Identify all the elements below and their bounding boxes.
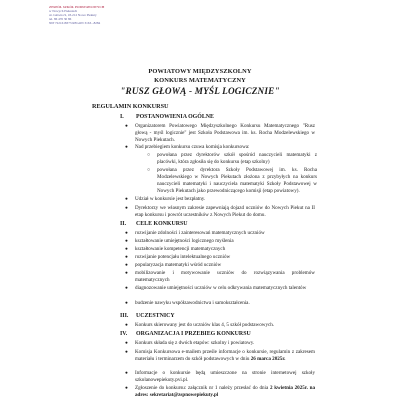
sub-list-item-text: powołana przez dyrektora Szkoły Podstawowej im. ks. Rocha Modzelewskiego w Nowych Piekutach złożona z przybyłych na konkurs nauczycieli matematyki i nauczyciela matematyki Szkoły Podstawowej w Nowych Piekutach jako przewodniczącego komisji (etap powiatowy). (157, 167, 317, 194)
bullet-icon: ● (125, 301, 128, 306)
list-item-text: rozwijanie potencjału intelektualnego uczniów (135, 254, 231, 260)
bullet-icon: ● (125, 231, 128, 236)
list-item (125, 262, 315, 269)
list-item-text: Nad przebiegiem konkursu czuwa komisja konkursowa: (135, 144, 250, 150)
list-item (125, 349, 315, 363)
list-item-text: diagnozowanie umiejętności uczniów w celu odkrywania matematycznych talentów (135, 285, 307, 291)
list-item-text: kształtowanie kompetencji matematycznych (135, 246, 226, 252)
circle-bullet-icon: ○ (147, 168, 151, 173)
list-item (125, 230, 315, 237)
sub-list-item (147, 152, 317, 166)
list-item (125, 300, 315, 307)
list-item-text: rozwijanie zdolności i zainteresowań matematycznych uczniów (135, 230, 265, 236)
list-item-text: Zgłoszenie do konkursu: załącznik nr 1 należy przesłać do dnia (135, 385, 269, 391)
sub-list-item-text: powołana przez dyrektorów szkół spośród nauczycieli matematyki z placówki, która zgłosiła się do konkursu (etap szkolny) (157, 152, 317, 165)
bullet-icon: ● (125, 124, 128, 129)
list-item (125, 238, 315, 245)
regulamin-title: REGULAMIN KONKURSU (92, 103, 169, 110)
section-title: POSTANOWIENIA OGÓLNE (136, 114, 214, 120)
document-title: "RUSZ GŁOWĄ - MYŚL LOGICZNIE" (120, 86, 280, 96)
list-item (125, 144, 315, 151)
deadline-date: 2 kwietnia 2025r. na adres: sekretariat@zspnowepiekuty.pl (135, 385, 315, 398)
list-item (125, 270, 315, 284)
list-item (125, 285, 315, 292)
section-title: UCZESTNICY (136, 313, 175, 319)
header-line-1: POWIATOWY MIĘDZYSZKOLNY (148, 68, 252, 75)
stamp-line: ZESPÓŁ SZKÓŁ PODSTAWOWYCH (49, 5, 105, 9)
list-item (125, 246, 315, 253)
list-item (125, 385, 315, 399)
list-item-text: Konkurs skierowany jest do uczniów klas 4, 5 szkół podstawowych. (135, 322, 275, 328)
bullet-icon: ● (125, 239, 128, 244)
section-number: II. (120, 221, 127, 227)
bullet-icon: ● (125, 145, 128, 150)
bullet-icon: ● (125, 341, 128, 346)
section-number: IV. (120, 331, 128, 337)
stamp-line: w Nowych Piekutach (49, 9, 78, 14)
circle-bullet-icon: ○ (147, 153, 151, 158)
list-item-text: mobilizowanie i motywowanie uczniów do rozwiązywania problemów matematycznych (135, 270, 315, 283)
header-line-2: KONKURS MATEMATYCZNY (154, 77, 246, 84)
list-item-text: popularyzacja matematyki wśród uczniów (135, 262, 222, 268)
list-item-text: Organizatorem Powiatowego Międzyszkolnego Konkursu Matematycznego "Rusz głową - myśl logicznie" jest Szkoła Podstawowa im. ks. Rocha Modzelewskiego w Nowych Piekutach. (135, 123, 315, 143)
bullet-icon: ● (125, 371, 128, 376)
section-title: CELE KONKURSU (136, 221, 188, 227)
bullet-icon: ● (125, 323, 128, 328)
list-item (125, 340, 315, 347)
bullet-icon: ● (125, 206, 128, 211)
section-number: I. (120, 114, 124, 120)
list-item (125, 254, 315, 261)
list-item (125, 370, 315, 384)
bullet-icon: ● (125, 350, 128, 355)
section-title: ORGANIZACJA I PRZEBIEG KONKURSU (136, 331, 251, 337)
deadline-date: 26 marca 2025r. (250, 356, 286, 362)
bullet-icon: ● (125, 263, 128, 268)
list-item (125, 322, 315, 329)
list-item-text: Informacje o konkursie będą umieszczone na stronie internetowej szkoły szkolanowepiekuty.pvi.pl. (135, 370, 315, 383)
school-stamp (49, 5, 131, 25)
list-item-text: Komisja Konkursowa e-mailem prześle informacje o konkursie, regulamin z zakresem materiału i terminarzem do szkół podstawowych w dniu (135, 349, 315, 362)
stamp-line: ul. Główna 9, 18-212 Nowe Piekuty (49, 13, 97, 18)
section-number: III. (120, 313, 129, 319)
list-item-text: kształtowanie umiejętności logicznego myślenia (135, 238, 234, 244)
list-item (125, 205, 315, 219)
list-item-text: Udział w konkursie jest bezpłatny. (135, 196, 206, 202)
list-item-text: Dyrektorzy we własnym zakresie zapewniają dojazd uczniów do Nowych Piekut na II etap konkursu i powrót uczestników z Nowych Piekut do domu. (135, 205, 315, 218)
bullet-icon: ● (125, 386, 128, 391)
bullet-icon: ● (125, 247, 128, 252)
stamp-line: NIP 7221618373 REGON 3163...8284 (49, 21, 101, 26)
sub-list-item (147, 167, 317, 195)
list-item (125, 196, 315, 203)
list-item-text: Konkurs składa się z dwóch etapów: szkolny i powiatowy. (135, 340, 255, 346)
list-item (125, 123, 315, 144)
bullet-icon: ● (125, 271, 128, 276)
stamp-line: tel. 86 476 30 86 (49, 17, 72, 22)
list-item-text: budzenie nawyku współzawodnictwa i samokształcenia. (135, 300, 250, 306)
bullet-icon: ● (125, 286, 128, 291)
bullet-icon: ● (125, 255, 128, 260)
bullet-icon: ● (125, 197, 128, 202)
